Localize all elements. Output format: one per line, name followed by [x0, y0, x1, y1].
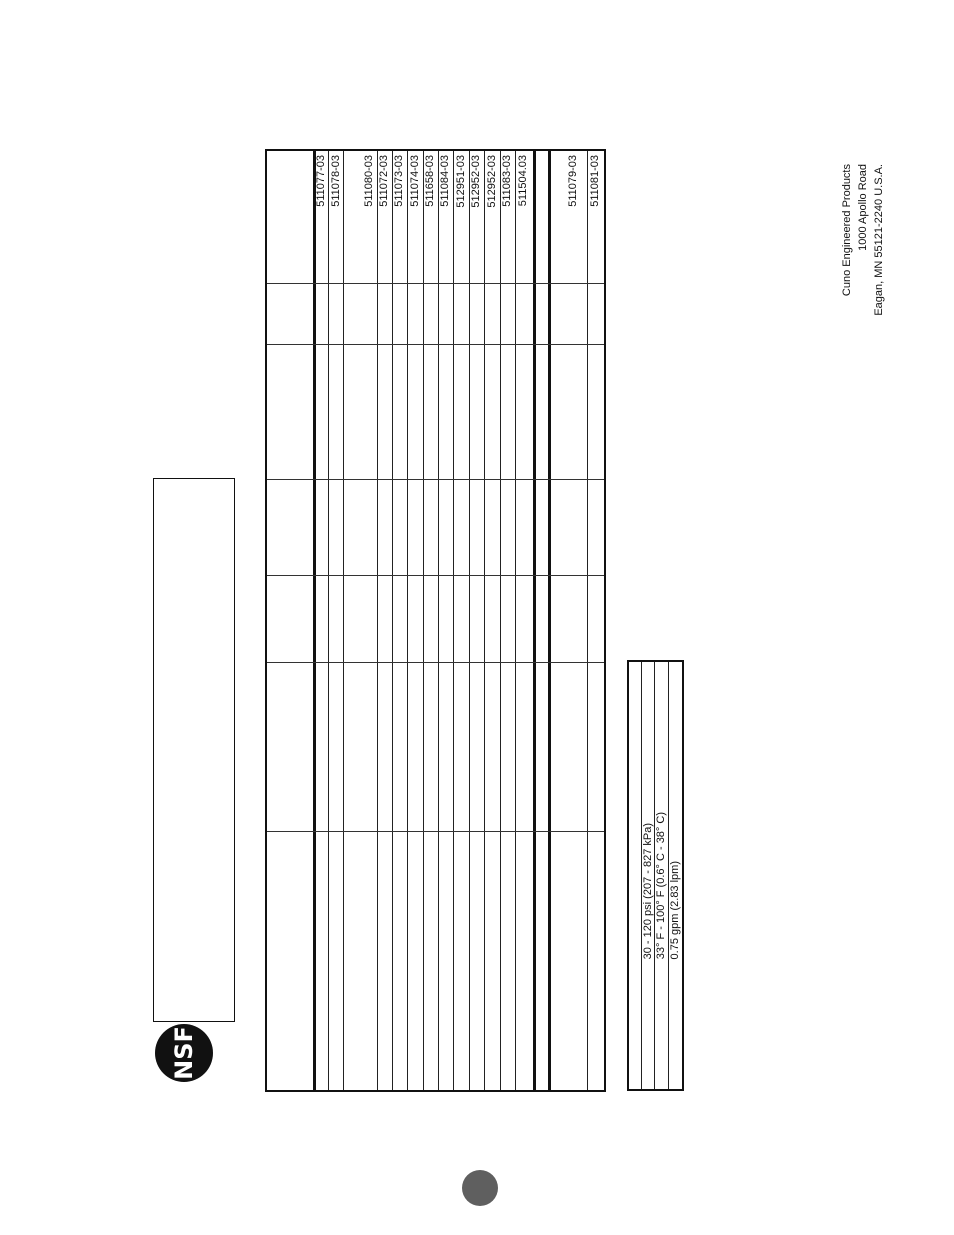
part-number: 511084-03: [439, 155, 451, 207]
city-address: Eagan, MN 55121-2240 U.S.A.: [873, 164, 885, 316]
part-number: 511080-03: [363, 155, 375, 207]
column-divider: [267, 831, 604, 832]
part-number: 511073-03: [393, 155, 405, 207]
company-name: Cuno Engineered Products: [841, 164, 853, 297]
row-divider: [313, 151, 316, 1090]
row-divider: [377, 151, 378, 1090]
row-divider: [438, 151, 439, 1090]
row-divider: [407, 151, 408, 1090]
column-divider: [267, 479, 604, 480]
part-number: 511504.03: [517, 155, 529, 207]
blank-header-box: [153, 478, 235, 1022]
part-number: 511078-03: [330, 155, 342, 207]
street-address: 1000 Apollo Road: [857, 164, 869, 251]
row-divider: [500, 151, 501, 1090]
specification-table: [627, 660, 684, 1091]
nsf-logo-text: NSF: [170, 1026, 198, 1080]
temperature-spec: 33° F - 100° F (0.6° C - 38° C): [655, 811, 667, 959]
performance-data-table: [265, 149, 606, 1092]
flow-spec: 0.75 gpm (2.83 lpm): [669, 860, 681, 959]
part-number: 511077-03: [315, 155, 327, 207]
part-number: 511072-03: [378, 155, 390, 207]
column-divider: [267, 344, 604, 345]
row-divider: [533, 151, 536, 1090]
row-divider: [484, 151, 485, 1090]
part-number: 511074-03: [409, 155, 421, 207]
part-number: 512951-03: [455, 155, 467, 208]
row-divider: [587, 151, 588, 1090]
column-divider: [267, 662, 604, 663]
row-divider: [469, 151, 470, 1090]
part-number: 512952-03: [470, 155, 482, 208]
row-divider: [453, 151, 454, 1090]
row-divider: [343, 151, 344, 1090]
row-divider: [328, 151, 329, 1090]
page-marker: [462, 1170, 498, 1206]
row-divider: [392, 151, 393, 1090]
pressure-spec: 30 - 120 psi (207 - 827 kPa): [642, 822, 654, 959]
column-divider: [267, 283, 604, 284]
part-number: 511081-03: [589, 155, 601, 207]
row-divider: [423, 151, 424, 1090]
part-number: 511079-03: [567, 155, 579, 207]
part-number: 511658-03: [424, 155, 436, 207]
column-divider: [267, 575, 604, 576]
row-divider: [515, 151, 516, 1090]
nsf-logo: [155, 1024, 213, 1082]
part-number: 511083-03: [501, 155, 513, 207]
manufacturer-address: [841, 164, 891, 344]
row-divider: [548, 151, 551, 1090]
part-number: 512952-03: [486, 155, 498, 208]
